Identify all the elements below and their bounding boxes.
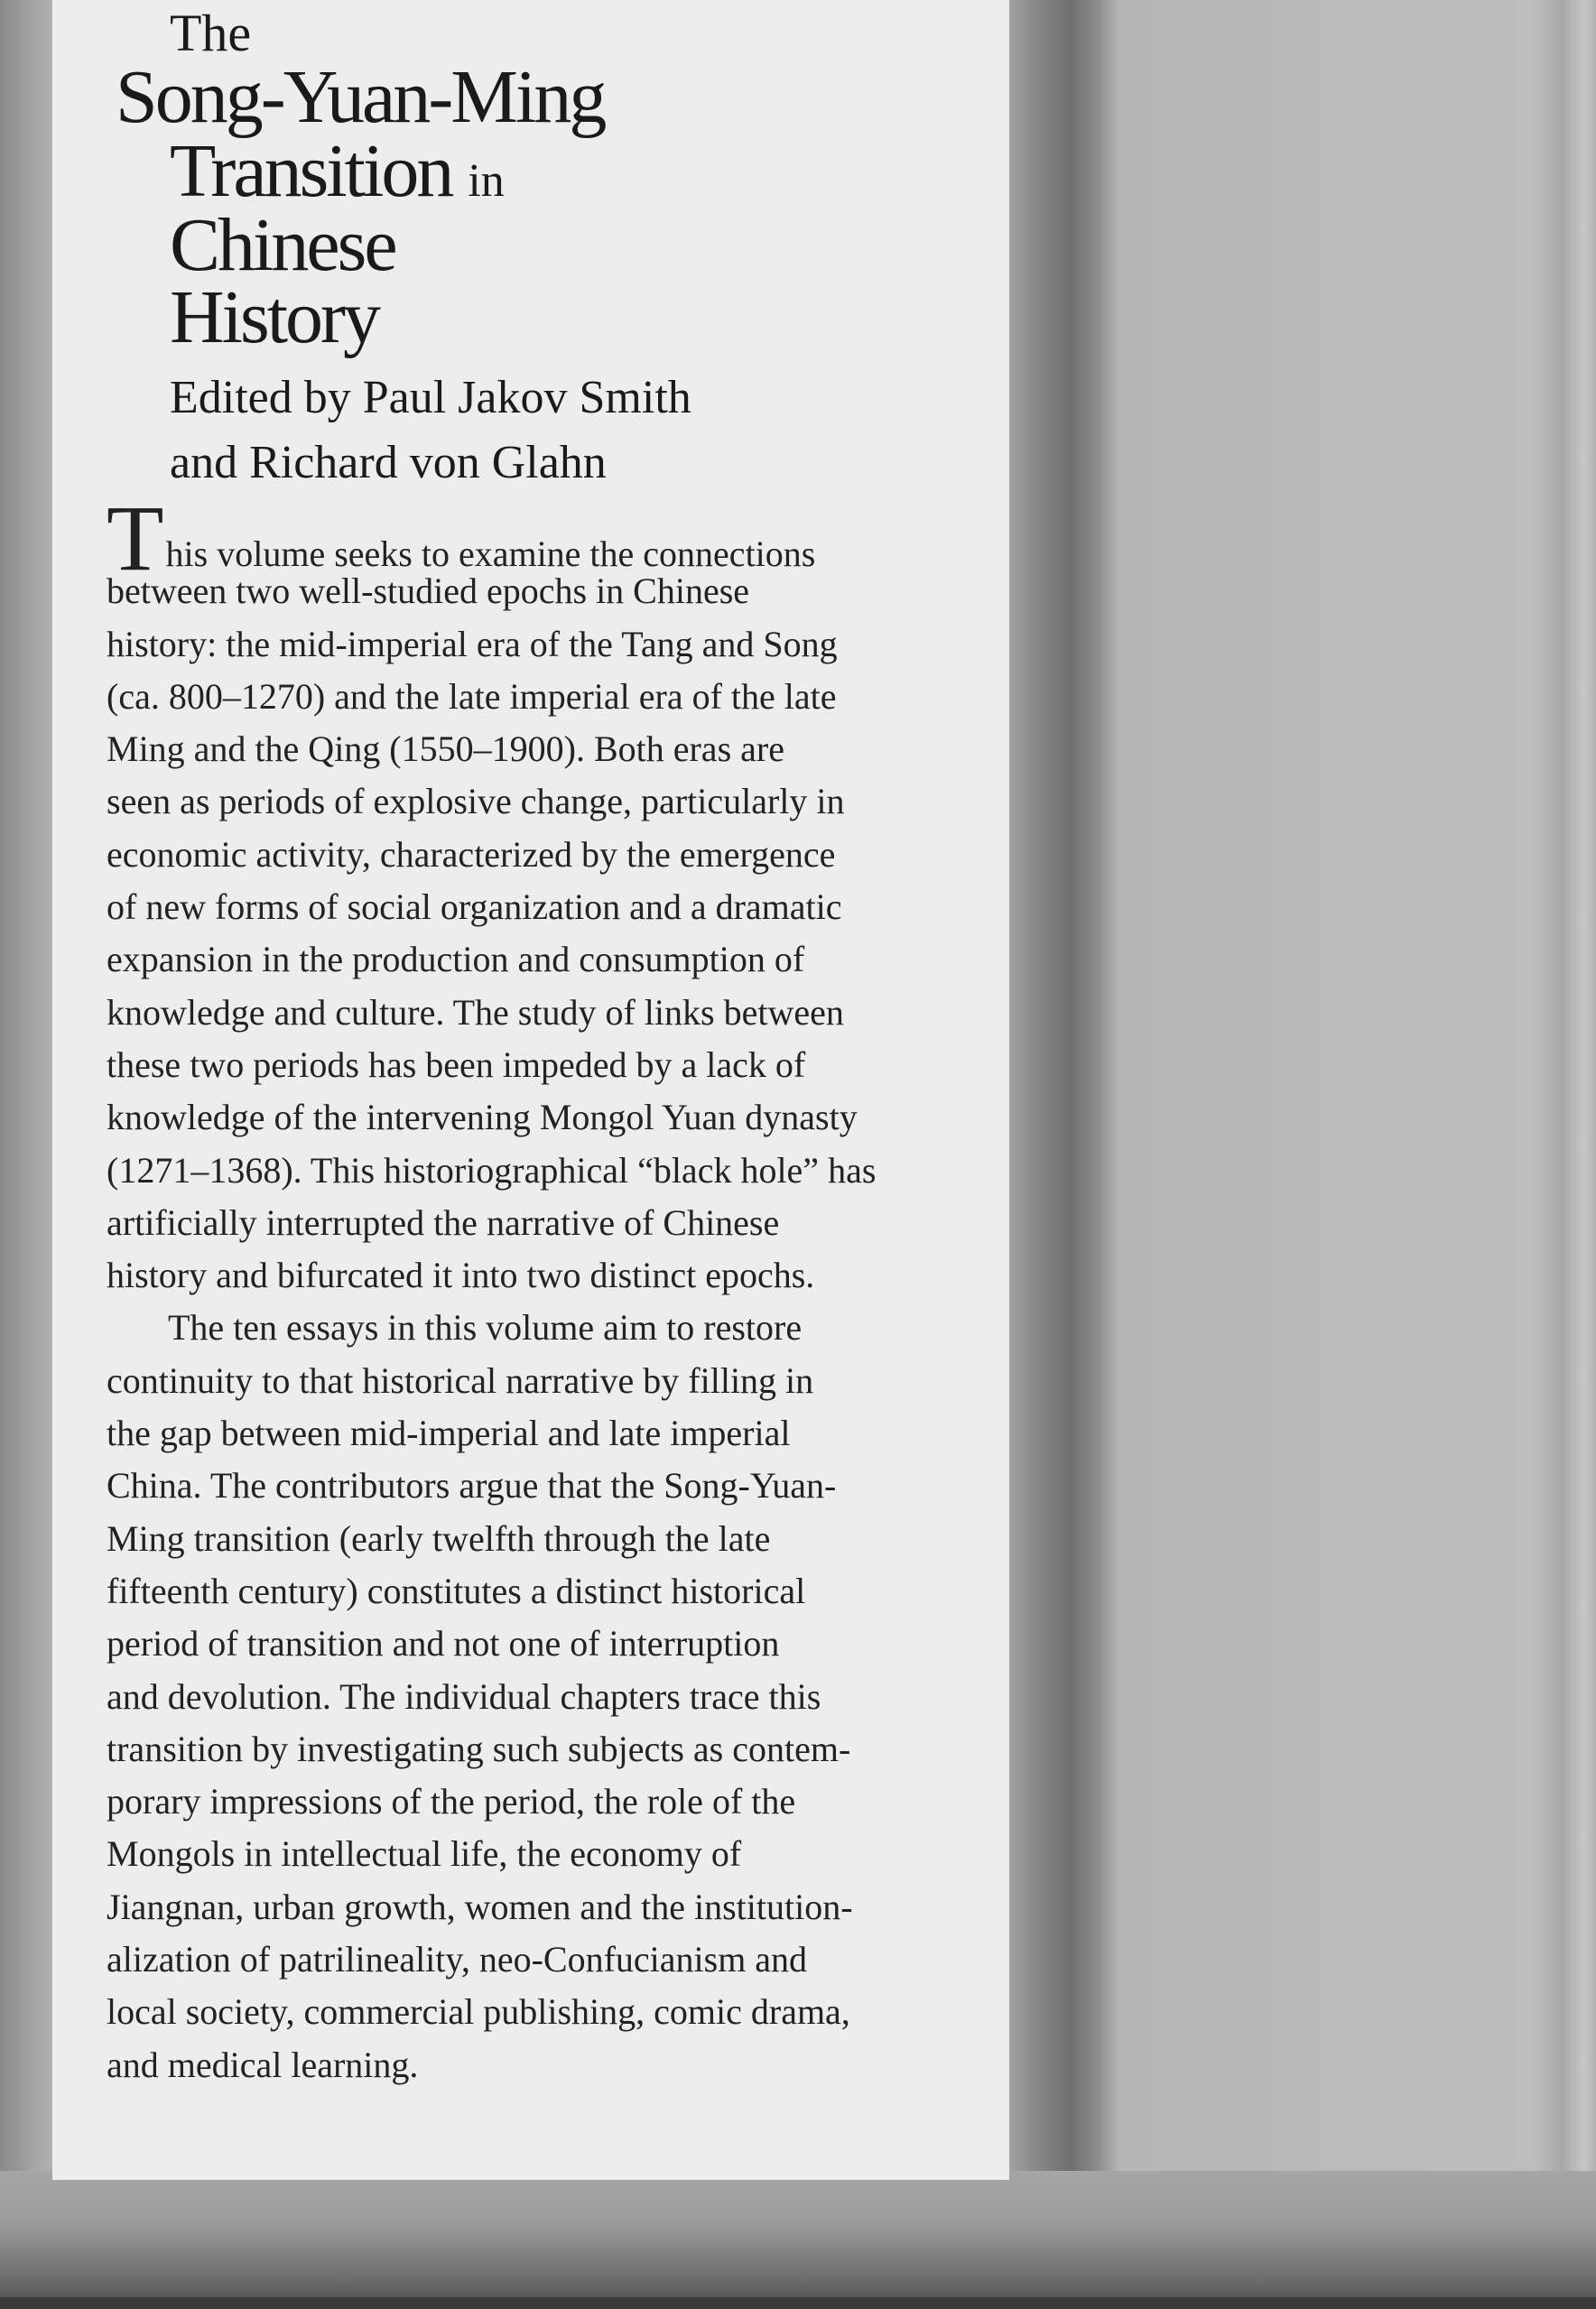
blurb-paragraph-1 <box>107 487 1009 1302</box>
blurb-line: (ca. 800–1270) and the late imperial era of the late <box>107 675 837 717</box>
blurb-line: expansion in the production and consumption of <box>107 939 805 980</box>
blurb-line: of new forms of social organization and a dramatic <box>107 886 842 928</box>
blurb-text <box>107 487 1009 2091</box>
blurb-line-text: his volume seeks to examine the connections <box>165 533 816 574</box>
blurb-line: between two well-studied epochs in Chinese <box>107 570 750 612</box>
blurb-line: seen as periods of explosive change, particularly in <box>107 781 845 822</box>
blurb-line: economic activity, characterized by the emergence <box>107 833 836 875</box>
blurb-line: these two periods has been impeded by a lack of <box>107 1043 806 1085</box>
blurb-line: artificially interrupted the narrative of Chinese <box>107 1201 780 1243</box>
blurb-line: Ming and the Qing (1550–1900). Both eras are <box>107 728 784 770</box>
title-line-song-yuan-ming: Song-Yuan-Ming <box>116 55 605 139</box>
blurb-line: period of transition and not one of interruption <box>107 1623 780 1665</box>
scan-edge-line <box>0 2297 1596 2309</box>
blurb-line <box>107 487 1009 590</box>
blurb-line: The ten essays in this volume aim to restore <box>168 1307 803 1349</box>
blurb-line: transition by investigating such subjects as contem- <box>107 1728 851 1769</box>
blurb-line: fifteenth century) constitutes a distinct historical <box>107 1570 806 1611</box>
drop-cap: T <box>107 487 164 590</box>
blurb-line: local society, commercial publishing, comic drama, <box>107 1991 850 2033</box>
blurb-line: porary impressions of the period, the role of the <box>107 1781 796 1822</box>
blurb-line: Mongols in intellectual life, the economy of <box>107 1833 742 1875</box>
blurb-line: (1271–1368). This historiographical “black hole” has <box>107 1149 877 1191</box>
blurb-line: China. The contributors argue that the Song-Yuan- <box>107 1465 837 1507</box>
blurb-line: alization of patrilineality, neo-Confucianism and <box>107 1939 808 1980</box>
title-line-history: History <box>170 275 378 359</box>
editors-line-2: and Richard von Glahn <box>170 437 607 488</box>
title-the: The <box>170 4 252 62</box>
blurb-paragraph-2 <box>107 1302 1009 2091</box>
blurb-line: history and bifurcated it into two distinct epochs. <box>107 1255 815 1296</box>
blurb-line: Ming transition (early twelfth through the late <box>107 1517 771 1559</box>
blurb-line: the gap between mid-imperial and late imperial <box>107 1413 791 1454</box>
title-in-word: in <box>468 155 505 207</box>
blurb-line: knowledge and culture. The study of links between <box>107 991 844 1033</box>
editors-credit <box>170 366 691 496</box>
title-transition-word: Transition <box>170 129 452 213</box>
title-line-chinese: Chinese <box>170 203 395 287</box>
editors-line-1: Edited by Paul Jakov Smith <box>170 372 691 423</box>
jacket-bottom-edge <box>0 2171 1596 2309</box>
blurb-line: knowledge of the intervening Mongol Yuan dynasty <box>107 1097 858 1138</box>
blurb-line: and devolution. The individual chapters trace this <box>107 1675 821 1717</box>
blurb-line: continuity to that historical narrative by filling in <box>107 1359 814 1401</box>
blurb-line: Jiangnan, urban growth, women and the institution- <box>107 1886 853 1927</box>
blurb-line: history: the mid-imperial era of the Tang and Song <box>107 623 838 664</box>
blurb-line: and medical learning. <box>107 2044 419 2085</box>
